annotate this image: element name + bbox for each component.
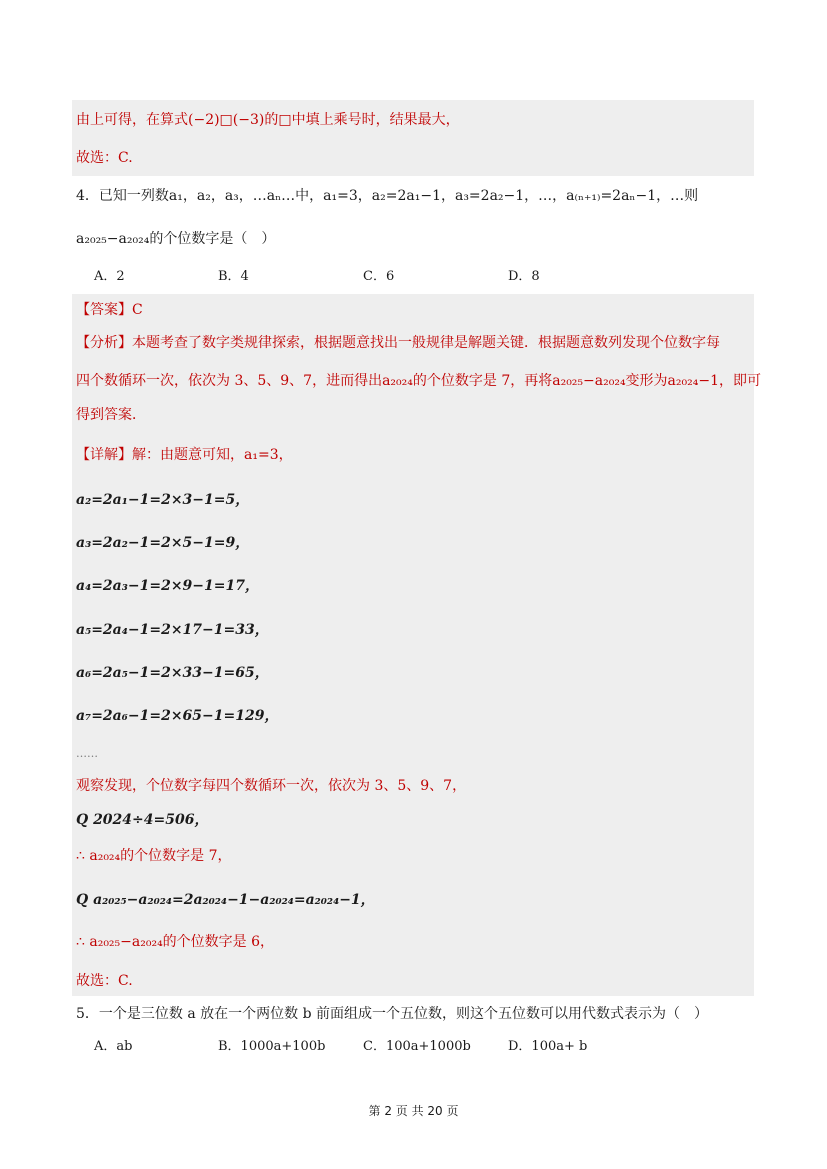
q4-option-a: A．2	[94, 269, 125, 284]
q4-choice: 故选：C.	[76, 973, 133, 989]
prev-solution-choice: 故选：C.	[76, 150, 133, 166]
q4-step: a₇=2a₆−1=2×65−1=129，	[76, 708, 279, 724]
q4-option-b: B．4	[218, 269, 249, 284]
q4-analysis-line1: 【分析】本题考查了数字类规律探索，根据题意找出一般规律是解题关键．根据题意数列发现个位数字每	[76, 335, 720, 351]
q4-step: a₂=2a₁−1=2×3−1=5，	[76, 492, 250, 508]
q4-stem-line2: a₂₀₂₅−a₂₀₂₄的个位数字是（ ）	[76, 231, 276, 247]
q4-step: a₄=2a₃−1=2×9−1=17，	[76, 578, 259, 594]
q4-observation: 观察发现，个位数字每四个数循环一次，依次为 3、5、9、7，	[76, 778, 467, 794]
q5-option-a: A．ab	[94, 1039, 133, 1054]
q5-option-b: B．1000a+100b	[218, 1039, 326, 1054]
q5-option-c: C．100a+1000b	[363, 1039, 471, 1054]
q4-stem-line1: 4．已知一列数a₁，a₂，a₃，…aₙ…中，a₁=3，a₂=2a₁−1，a₃=2a₂−1，…，a₍ₙ₊₁₎=2aₙ−1，…则	[76, 188, 699, 204]
q4-option-c: C．6	[363, 269, 395, 284]
q4-detail-intro: 【详解】解：由题意可知，a₁=3，	[76, 447, 293, 463]
q4-step: a₃=2a₂−1=2×5−1=9，	[76, 535, 250, 551]
q4-therefore-1: ∴ a₂₀₂₄的个位数字是 7，	[76, 848, 232, 864]
q4-analysis-line2: 四个数循环一次，依次为 3、5、9、7，进而得出a₂₀₂₄的个位数字是 7，再将a₂₀₂₅−a₂₀₂₄变形为a₂₀₂₄−1，即可	[76, 373, 761, 389]
q5-option-d: D．100a+ b	[508, 1039, 588, 1054]
q4-therefore-2: ∴ a₂₀₂₅−a₂₀₂₄的个位数字是 6，	[76, 934, 275, 950]
q4-analysis-line3: 得到答案．	[76, 407, 146, 423]
q5-stem: 5．一个是三位数 a 放在一个两位数 b 前面组成一个五位数，则这个五位数可以用代数式表示为（ ）	[76, 1006, 709, 1022]
prev-solution-line: 由上可得，在算式(−2)□(−3)的□中填上乘号时，结果最大，	[76, 112, 460, 128]
q4-since-1: Q 2024÷4=506，	[76, 812, 209, 828]
q4-step: a₅=2a₄−1=2×17−1=33，	[76, 622, 269, 638]
q4-ellipsis: ……	[76, 747, 98, 760]
q4-option-d: D．8	[508, 269, 540, 284]
q4-since-2: Q a₂₀₂₅−a₂₀₂₄=2a₂₀₂₄−1−a₂₀₂₄=a₂₀₂₄−1，	[76, 892, 375, 908]
q4-step: a₆=2a₅−1=2×33−1=65，	[76, 665, 269, 681]
page-footer: 第 2 页 共 20 页	[368, 1104, 459, 1118]
q4-answer: 【答案】C	[76, 302, 143, 318]
